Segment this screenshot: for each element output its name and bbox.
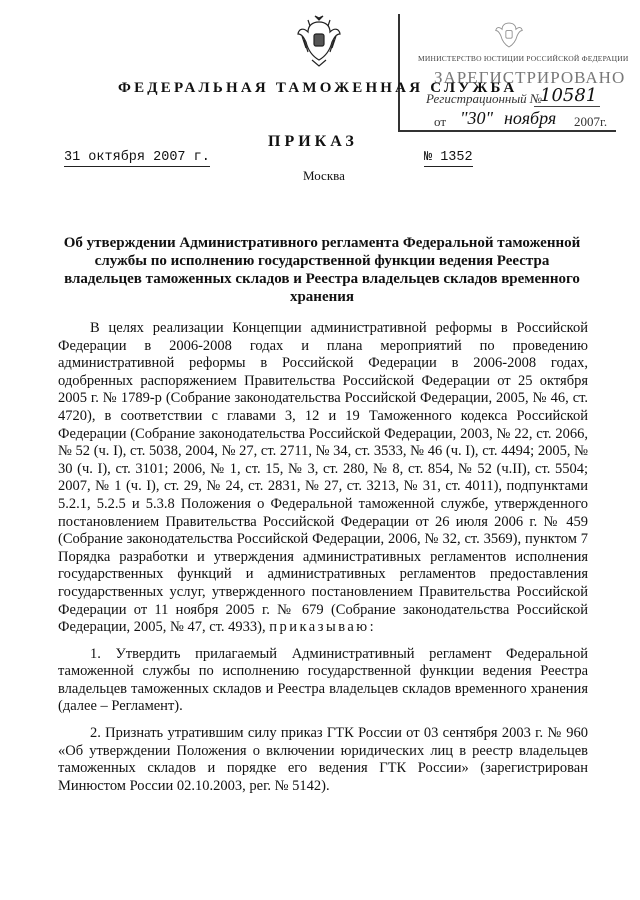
order-number: № 1352: [424, 150, 473, 165]
stamp-date-prefix: от: [434, 114, 447, 129]
order-title: Об утверждении Административного регламента Федеральной таможенной службы по исполнению государственной функции ведения Реестра владельцев таможенных складов и Реестра владельцев складов временного хранения: [63, 235, 581, 305]
stamp-reg-label: Регистрационный №: [426, 91, 543, 106]
stamp-underline: [534, 106, 600, 107]
coat-of-arms-icon: [296, 14, 342, 68]
paragraph-preamble: [58, 320, 588, 637]
order-word: приказываю:: [269, 619, 377, 636]
order-date: 31 октября 2007 г.: [64, 150, 210, 165]
order-city: Москва: [303, 168, 345, 183]
order-body: [58, 320, 588, 804]
stamp-date-month: ноября: [504, 108, 557, 128]
stamp-coat-of-arms-icon: [494, 18, 524, 52]
stamp-reg-number: 10581: [540, 85, 598, 106]
preamble-text: В целях реализации Концепции административной реформы в Российской Федерации в 2006-2008 годах и плана мероприятий по проведению административной реформы в Российской Федерации в 2006-2008 годах, одобренных распоряжением Правительства Российской Федерации от 25 октября 2005 г. № 1789-р (Собрание законодательства Российской Федерации, 2005, № 46, ст. 4720), в соответствии с главами 3, 12 и 19 Таможенного кодекса Российской Федерации (Собрание законодательства Российской Федерации, 2003, № 22, ст. 2066, № 52 (ч. I), ст. 5038, 2004, № 27, ст. 2711, № 34, ст. 3533, № 46 (ч. I), ст. 4494; 2005, № 30 (ч. I), ст. 3101; 2006, № 1, ст. 15, № 3, ст. 280, № 8, ст. 854, № 52 (ч.II), ст. 5504; 2007, № 1 (ч. I), ст. 29, № 24, ст. 2831, № 27, ст. 3213, № 31, ст. 4011), подпунктами 5.2.1, 5.2.5 и 5.3.8 Положения о Федеральной таможенной службе, утвержденного постановлением Правительства Российской Федерации от 26 июля 2006 г. № 459 (Собрание законодательства Российской Федерации, 2006, № 32, ст. 3569), пунктом 7 Порядка разработки и утверждения административных регламентов исполнения государственных функций и административных регламентов предоставления государственных услуг, утвержденного постановлением Правительства Российской Федерации от 11 ноября 2005 г. № 679 (Собрание законодательства Российской Федерации, 2005, № 47, ст. 4933),: [58, 320, 588, 636]
paragraph-item-2: 2. Признать утратившим силу приказ ГТК России от 03 сентября 2003 г. № 960 «Об утверждении Положения о включении юридических лиц в реестр владельцев таможенных складов и порядке его ведения ГТК России» (зарегистрирован Минюстом России 02.10.2003, рег. № 5142).: [58, 725, 588, 794]
stamp-date-year: 2007г.: [574, 114, 608, 129]
registration-stamp: [398, 14, 629, 132]
stamp-registered: ЗАРЕГИСТРИРОВАНО: [434, 68, 626, 87]
paragraph-item-1: 1. Утвердить прилагаемый Административный регламент Федеральной таможенной службы по исполнению государственной функции ведения Реестра владельцев таможенных складов и Реестра владельцев складов временного хранения (далее – Регламент).: [58, 645, 588, 715]
stamp-ministry: МИНИСТЕРСТВО ЮСТИЦИИ РОССИЙСКОЙ ФЕДЕРАЦИИ: [418, 54, 629, 63]
stamp-date-day: "30": [460, 108, 494, 128]
agency-name: ФЕДЕРАЛЬНАЯ ТАМОЖЕННАЯ СЛУЖБА: [118, 80, 518, 96]
document-type: ПРИКАЗ: [268, 133, 358, 150]
